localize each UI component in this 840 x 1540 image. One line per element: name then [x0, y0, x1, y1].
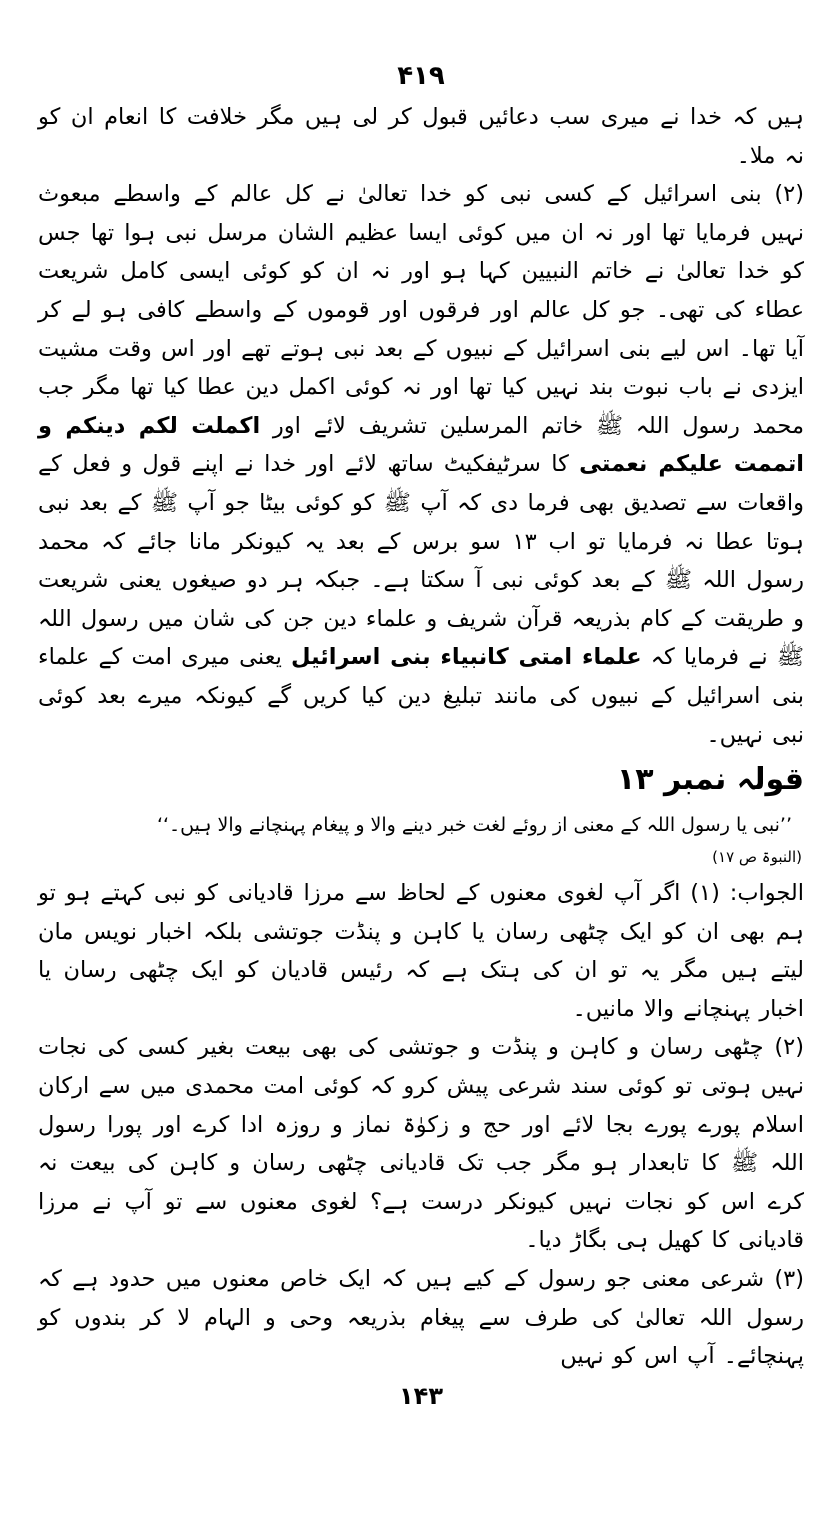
section-heading: قولہ نمبر ۱۳	[616, 762, 804, 798]
paragraph-point-2-end: یعنی میری امت کے علماء بنی اسرائیل کے نبیوں کی مانند تبلیغ دین کیا کریں گے کیونکہ میرے بعد کوئی نبی نہیں۔	[38, 644, 804, 748]
page-number-bottom: ۱۴۳	[399, 1381, 443, 1410]
quoted-claim: ’’نبی یا رسول اللہ کے معنی از روئے لغت خبر دینے والا و پیغام پہنچانے والا ہیں۔‘‘	[156, 814, 792, 837]
paragraph-point-2-continued: کا سرٹیفکیٹ ساتھ لائے اور خدا نے اپنے قول و فعل کے واقعات سے تصدیق بھی فرما دی کہ آپ ﷺ کو کوئی بیٹا جو آپ ﷺ کے بعد نبی ہوتا عطا نہ فرمایا تو اب ۱۳ سو برس کے بعد یہ کیونکر مانا جائے کہ محمد رسول اللہ ﷺ کے بعد کوئی نبی آ سکتا ہے۔ جبکہ ہر دو صیغوں یعنی شریعت و طریقت کے کام بذریعہ قرآن شریف و علماء دین جن کی شان میں رسول اللہ ﷺ نے فرمایا کہ	[38, 451, 804, 671]
hadith-quote: علماء امتی کانبیاء بنی اسرائیل	[291, 644, 642, 671]
page-number-top: ۴۱۹	[397, 61, 445, 91]
answer-point-1: الجواب: (۱) اگر آپ لغوی معنوں کے لحاظ سے مرزا قادیانی کو نبی کہتے ہو تو ہم بھی ان کو ایک چٹھی رسان یا کاہن و پنڈت جوتشی بلکہ اخبار نویس مان لیتے ہیں مگر یہ تو ان کی ہتک ہے کہ رئیس قادیان کو ایک چٹھی رسان یا اخبار پہنچانے والا مانیں۔	[38, 880, 805, 1022]
answer-point-3: (۳) شرعی معنی جو رسول کے کیے ہیں کہ ایک خاص معنوں میں حدود ہے کہ رسول اللہ تعالیٰ کی طرف سے پیغام بذریعہ وحی و الہام لا کر بندوں کو پہنچائے۔ آپ اس کو نہیں	[38, 1266, 804, 1370]
answer-point-2: (۲) چٹھی رسان و کاہن و پنڈت و جوتشی کی بھی بیعت بغیر کسی کی نجات نہیں ہوتی تو کوئی سند شرعی پیش کرو کہ کوئی امت محمدی میں سے ارکان اسلام پورے پورے بجا لائے اور حج و زکوٰۃ نماز و روزہ ادا کرے اور پورا رسول اللہ ﷺ کا تابعدار ہو مگر جب تک قادیانی چٹھی رسان و کاہن کی بیعت نہ کرے اس کو نجات نہیں کیونکر درست ہے؟ لغوی معنوں سے تو آپ نے مرزا قادیانی کا کھیل ہی بگاڑ دیا۔	[38, 1034, 804, 1254]
paragraph-point-2	[38, 175, 804, 754]
paragraph-point-2-text: (۲) بنی اسرائیل کے کسی نبی کو خدا تعالیٰ نے کل عالم کے واسطے مبعوث نہیں فرمایا تھا اور نہ ان میں کوئی ایسا عظیم الشان مرسل نبی ہوا تھا جس کو خدا تعالیٰ نے خاتم النبیین کہا ہو اور نہ ان کو کوئی ایسی کامل شریعت عطاء کی تھی۔ جو کل عالم اور فرقوں اور قوموں کے واسطے کافی ہو لے کر آیا تھا۔ اس لیے بنی اسرائیل کے نبیوں کے بعد نبی ہوتے تھے اور اس وقت مشیت ایزدی نے باب نبوت بند نہیں کیا تھا اور نہ کوئی اکمل دین عطا کیا تھا مگر جب محمد رسول اللہ ﷺ خاتم المرسلین تشریف لائے اور	[38, 181, 804, 439]
quote-reference: (النبوۃ ص ۱۷)	[712, 848, 802, 867]
quranic-verse: اکملت لکم دینکم و اتممت علیکم نعمتی	[38, 412, 804, 478]
paragraph-continuation: ہیں کہ خدا نے میری سب دعائیں قبول کر لی ہیں مگر خلافت کا انعام ان کو نہ ملا۔	[38, 104, 804, 169]
